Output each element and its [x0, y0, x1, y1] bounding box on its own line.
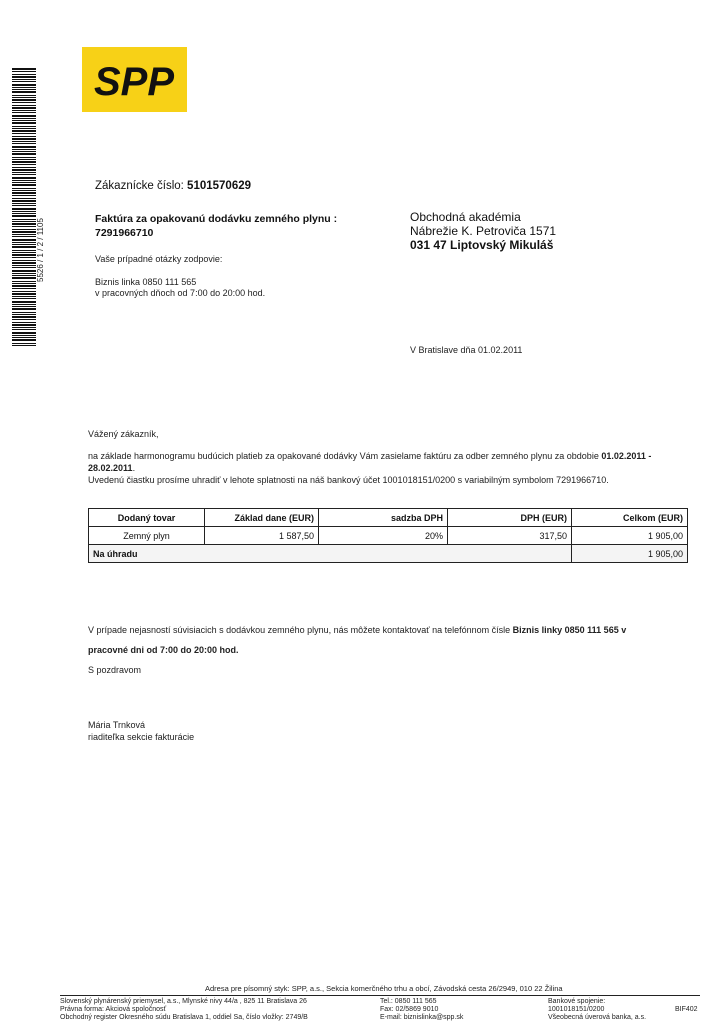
- table-row: [89, 527, 688, 545]
- barcode-bar: [12, 138, 36, 140]
- closing-hours: pracovné dni od 7:00 do 20:00 hod.: [88, 645, 239, 655]
- barcode-bar: [12, 208, 36, 210]
- barcode-bar: [12, 107, 36, 109]
- barcode-bar: [12, 211, 36, 212]
- barcode-bar: [12, 118, 36, 119]
- barcode-bar: [12, 244, 36, 245]
- body-paragraph-1: [88, 450, 693, 474]
- barcode-bar: [12, 167, 36, 168]
- total-label: Na úhradu: [89, 545, 572, 563]
- barcode-bar: [12, 221, 36, 222]
- table-cell: 1 905,00: [572, 527, 688, 545]
- barcode-bar: [12, 281, 36, 282]
- barcode-bar: [12, 126, 36, 127]
- barcode-bar: [12, 81, 36, 82]
- barcode-bar: [12, 229, 36, 230]
- recipient-city: 031 47 Liptovský Mikuláš: [410, 238, 554, 252]
- barcode-bar: [12, 215, 36, 217]
- barcode-bar: [12, 239, 36, 241]
- barcode-bar: [12, 68, 36, 70]
- barcode-bar: [12, 291, 36, 292]
- barcode-bar: [12, 265, 36, 266]
- barcode-bar: [12, 169, 36, 171]
- side-code: 5526 / 1 / 2 / 1105: [36, 218, 45, 282]
- invoice-title: [95, 212, 365, 240]
- barcode-bar: [12, 260, 36, 261]
- barcode-bar: [12, 242, 36, 243]
- barcode-bar: [12, 161, 36, 163]
- customer-number-value: 5101570629: [187, 180, 252, 192]
- barcode-bar: [12, 327, 36, 328]
- barcode-bar: [12, 153, 36, 155]
- barcode-bar: [12, 143, 36, 144]
- barcode-bar: [12, 180, 36, 181]
- barcode-bar: [12, 172, 36, 173]
- footer-line: Právna forma: Akciová spoločnosť: [60, 1006, 167, 1013]
- table-cell: 1 587,50: [205, 527, 319, 545]
- footer-line: Fax: 02/5869 9010: [380, 1006, 439, 1013]
- footer-line: Bankové spojenie:: [548, 998, 606, 1005]
- barcode-bar: [12, 231, 36, 233]
- barcode-bar: [12, 283, 36, 284]
- recipient-street: Nábrežie K. Petroviča 1571: [410, 224, 557, 238]
- regards: S pozdravom: [88, 665, 142, 675]
- barcode-bar: [12, 246, 36, 248]
- barcode-bar: [12, 130, 36, 132]
- barcode-bar: [12, 200, 36, 202]
- barcode-bar: [12, 304, 36, 305]
- invoice-number: 7291966710: [95, 227, 154, 239]
- barcode-bar: [12, 257, 36, 258]
- barcode-bar: [12, 219, 36, 220]
- recipient-name: Obchodná akadémia: [410, 210, 521, 224]
- barcode-bar: [12, 164, 36, 165]
- barcode-bar: [12, 293, 36, 295]
- footer-line: Obchodný register Okresného súdu Bratislava 1, oddiel Sa, číslo vložky: 2749/B: [60, 1014, 308, 1021]
- barcode-bar: [12, 87, 36, 88]
- barcode-bar: [12, 234, 36, 235]
- paragraph1-text: na základe harmonogramu budúcich platieb za opakované dodávky Vám zasielame faktúru za odber zemného plynu za obdobie: [88, 451, 602, 461]
- table-cell: 317,50: [448, 527, 572, 545]
- table-cell: 20%: [319, 527, 448, 545]
- barcode-bar: [12, 184, 36, 186]
- barcode-bar: [12, 76, 36, 78]
- barcode-bar: [12, 195, 36, 196]
- footer-divider: [60, 995, 700, 996]
- barcode-bar: [12, 267, 36, 268]
- barcode-bar: [12, 97, 36, 98]
- barcode-bar: [12, 223, 36, 225]
- barcode-bar: [12, 205, 36, 206]
- barcode-bar: [12, 177, 36, 179]
- logo-text: SPP: [93, 60, 175, 104]
- barcode-bar: [12, 329, 36, 330]
- barcode-bar: [12, 316, 36, 318]
- barcode-bar: [12, 105, 36, 106]
- table-header: Celkom (EUR): [572, 509, 688, 527]
- footer-line: 1001018151/0200: [548, 1006, 605, 1013]
- invoice-title-line1: Faktúra za opakovanú dodávku zemného plynu :: [95, 213, 338, 225]
- questions-text: Vaše prípadné otázky zodpovie:: [95, 254, 223, 264]
- barcode-bar: [12, 308, 36, 310]
- barcode-bar: [12, 133, 36, 134]
- barcode-bar: [12, 174, 36, 175]
- table-cell: Zemný plyn: [89, 527, 205, 545]
- barcode-bar: [12, 110, 36, 111]
- barcode-bar: [12, 136, 36, 137]
- barcode-bar: [12, 298, 36, 299]
- customer-number-label: Zákaznícke číslo:: [95, 180, 184, 192]
- signature: [88, 719, 194, 743]
- barcode-bar: [12, 203, 36, 204]
- barcode-bar: [12, 296, 36, 297]
- barcode-bar: [12, 270, 36, 272]
- barcode-bar: [12, 99, 36, 101]
- invoice-table: [88, 508, 688, 563]
- signature-title: riaditeľka sekcie fakturácie: [88, 732, 195, 742]
- footer-code: BIF402: [675, 1006, 698, 1013]
- barcode-bar: [12, 159, 36, 160]
- barcode-bar: [12, 337, 36, 338]
- barcode-bar: [12, 306, 36, 307]
- barcode-bar: [12, 312, 36, 313]
- footer-line: Všeobecná úverová banka, a.s.: [548, 1014, 647, 1021]
- barcode-bar: [12, 190, 36, 191]
- barcode-bar: [12, 339, 36, 341]
- table-header: Základ dane (EUR): [205, 509, 319, 527]
- barcode-bar: [12, 79, 36, 80]
- closing-paragraph: [88, 620, 698, 660]
- barcode-bar: [12, 74, 36, 75]
- recipient-address: [410, 210, 556, 252]
- place-date: V Bratislave dňa 01.02.2011: [410, 345, 523, 355]
- barcode-bar: [12, 122, 36, 124]
- footer-address: Adresa pre písomný styk: SPP, a.s., Sekcia komerčného trhu a obcí, Závodská cesta 26/2949, 010 22 Žilina: [205, 984, 563, 993]
- barcode-bar: [12, 192, 36, 194]
- table-total-row: [89, 545, 688, 563]
- footer-company: [60, 998, 308, 1022]
- barcode-bar: [12, 301, 36, 303]
- barcode-bar: [12, 149, 36, 150]
- barcode: [12, 68, 36, 346]
- barcode-bar: [12, 71, 36, 72]
- contact-info: [95, 277, 265, 299]
- barcode-bar: [12, 120, 36, 121]
- barcode-bar: [12, 314, 36, 315]
- barcode-bar: [12, 84, 36, 86]
- barcode-bar: [12, 141, 36, 142]
- barcode-bar: [12, 288, 36, 289]
- barcode-bar: [12, 332, 36, 334]
- billing-period: 01.02.2011 - 28.02.2011: [88, 451, 652, 473]
- total-value: 1 905,00: [572, 545, 688, 563]
- barcode-bar: [12, 285, 36, 287]
- barcode-bar: [12, 277, 36, 279]
- closing-text: V prípade nejasností súvisiacich s dodávkou zemného plynu, nás môžete kontaktovať na telefónnom čísle: [88, 625, 513, 635]
- table-header-row: [89, 509, 688, 527]
- barcode-bar: [12, 89, 36, 90]
- barcode-bar: [12, 146, 36, 148]
- footer-contact: [380, 998, 463, 1022]
- barcode-bar: [12, 128, 36, 129]
- table-header: Dodaný tovar: [89, 509, 205, 527]
- business-hours: v pracovných dňoch od 7:00 do 20:00 hod.: [95, 288, 266, 298]
- barcode-bar: [12, 250, 36, 251]
- barcode-bar: [12, 275, 36, 276]
- barcode-bar: [12, 151, 36, 152]
- customer-number: [95, 180, 251, 192]
- barcode-bar: [12, 226, 36, 227]
- barcode-bar: [12, 91, 36, 93]
- footer-line: Tel.: 0850 111 565: [380, 998, 437, 1005]
- salutation: Vážený zákazník,: [88, 429, 159, 439]
- barcode-bar: [12, 252, 36, 253]
- barcode-bar: [12, 254, 36, 256]
- spp-logo: [82, 47, 187, 112]
- barcode-bar: [12, 322, 36, 323]
- table-header: DPH (EUR): [448, 509, 572, 527]
- paragraph1-end: .: [132, 463, 136, 473]
- barcode-bar: [12, 273, 36, 274]
- barcode-bar: [12, 335, 36, 336]
- signature-name: Mária Trnková: [88, 720, 146, 730]
- barcode-bar: [12, 236, 36, 237]
- table-header: sadzba DPH: [319, 509, 448, 527]
- barcode-bar: [12, 213, 36, 214]
- barcode-bar: [12, 157, 36, 158]
- barcode-bar: [12, 324, 36, 326]
- footer-line: E-mail: biznislinka@spp.sk: [380, 1014, 464, 1021]
- closing-phone: Biznis linky 0850 111 565 v: [512, 625, 627, 635]
- body-paragraph-2: Uvedenú čiastku prosíme uhradiť v lehote splatnosti na náš bankový účet 1001018151/0200 s variabilným symbolom 7291966710.: [88, 475, 609, 485]
- barcode-bar: [12, 188, 36, 189]
- barcode-bar: [12, 343, 36, 344]
- footer-bank: [548, 998, 646, 1022]
- barcode-bar: [12, 112, 36, 113]
- barcode-bar: [12, 95, 36, 96]
- barcode-bar: [12, 262, 36, 264]
- barcode-bar: [12, 319, 36, 320]
- barcode-bar: [12, 345, 36, 346]
- barcode-bar: [12, 102, 36, 103]
- business-line: Biznis linka 0850 111 565: [95, 277, 197, 287]
- footer-line: Slovenský plynárenský priemysel, a.s., Mlynské nivy 44/a , 825 11 Bratislava 26: [60, 998, 307, 1005]
- barcode-bar: [12, 115, 36, 117]
- barcode-bar: [12, 182, 36, 183]
- barcode-bar: [12, 198, 36, 199]
